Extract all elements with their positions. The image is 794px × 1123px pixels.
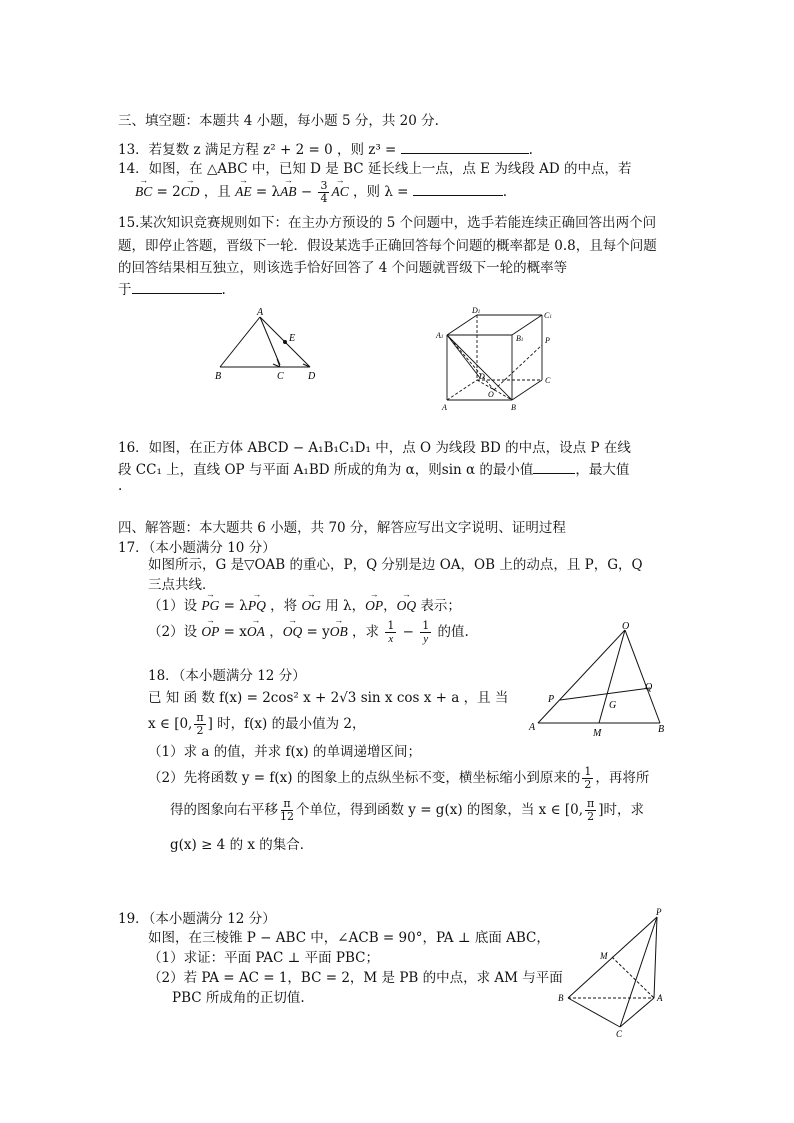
- q14-line2: → BC = 2→ CD ，且 → AE = λ→ AB − $\frac{3}{4}$ → AC ，则 λ = .: [135, 180, 507, 205]
- q17-line1: 如图所示，G 是▽OAB 的重心，P，Q 分别是边 OA，OB 上的动点，且 P，G，Q: [148, 557, 643, 573]
- q17-line2: 三点共线．: [148, 577, 216, 593]
- q15-line3: 的回答结果相互独立，则该选手恰好回答了 4 个问题就晋级下一轮的概率等: [118, 260, 568, 276]
- q18-part2-line3: g(x) ≥ 4 的 x 的集合．: [170, 837, 314, 853]
- label-a: A: [442, 403, 447, 412]
- label-a: A: [257, 307, 264, 318]
- q13-text: 13．若复数 z 满足方程 z² + 2 = 0 ，则 z³ =: [118, 142, 397, 158]
- q16-min-blank: [533, 461, 575, 474]
- q15-line4-text: 于: [118, 282, 132, 298]
- vec-pq: → PQ: [248, 598, 266, 614]
- q14-fraction: $\frac{3}{4}$: [320, 179, 328, 205]
- q17-triangle-figure: [520, 620, 680, 740]
- q18-part2-line1: （2）先将函数 y = f(x) 的图象上的点纵坐标不变，横坐标缩小到原来的 $\frac{1}{2}$ ，再将所: [148, 765, 650, 791]
- label-e: E: [289, 333, 296, 344]
- q17-part1: （1）设 → PG = λ→ PQ ，将 → OG 用 λ，→ OP，→ OQ 表示；: [148, 594, 461, 614]
- vec-op2: → OP: [201, 624, 219, 640]
- segment-ab: [220, 317, 260, 367]
- q18-part2-line2: 得的图象向右平移 $\frac{\pi}{12}$ 个单位，得到函数 y = g(x) 的图象，当 x ∈ [0, $\frac{\pi}{2}$ ]时，求: [170, 797, 645, 823]
- vec-ob: → OB: [330, 624, 348, 640]
- q17-title: 17．（本小题满分 10 分）: [118, 540, 276, 556]
- vec-og: → OG: [301, 598, 321, 614]
- q18-line2: x ∈ [0, $\frac{\pi}{2}$ ] 时，f(x) 的最小值为 2，: [148, 711, 366, 737]
- q16-line1: 16．如图，在正方体 ABCD − A₁B₁C₁D₁ 中，点 O 为线段 BD 的中点，设点 P 在线: [118, 440, 631, 456]
- q14-vec-ae: → AE: [235, 184, 252, 200]
- label-b: B: [658, 724, 665, 735]
- q19-part1: （1）求证：平面 PAC ⊥ 平面 PBC；: [148, 950, 379, 966]
- edge-pa: [654, 917, 657, 998]
- q16-line3: .: [118, 478, 123, 494]
- label-d1: D1: [472, 306, 481, 315]
- q16-cube-figure: [432, 305, 562, 415]
- label-a1: A1: [436, 331, 444, 340]
- label-q: Q: [645, 682, 653, 693]
- vec-oq: → OQ: [397, 598, 417, 614]
- label-p: P: [545, 336, 550, 345]
- vec-pg: → PG: [201, 598, 219, 614]
- segment-am: [612, 957, 654, 998]
- label-g: G: [609, 700, 617, 711]
- q14-vec-ab: → AB: [280, 184, 297, 200]
- label-b: B: [511, 403, 516, 412]
- q14-answer-blank: [413, 183, 503, 196]
- question-13: 13．若复数 z 满足方程 z² + 2 = 0 ，则 z³ = .: [118, 142, 533, 158]
- label-o: O: [622, 621, 630, 632]
- label-d: D: [308, 371, 316, 382]
- label-b1: B1: [516, 334, 524, 343]
- q16-line2: [118, 458, 629, 478]
- label-a: A: [657, 993, 663, 1003]
- q15-line2: 题，即停止答题，晋级下一轮．假设某选手正确回答每个问题的概率都是 0.8，且每个问题: [118, 238, 657, 254]
- q14-minus: −: [296, 184, 317, 200]
- q14-and: ，且: [199, 184, 236, 200]
- label-b: B: [215, 371, 222, 382]
- label-p: P: [548, 694, 555, 705]
- q18-title: 18．（本小题满分 12 分）: [148, 668, 306, 684]
- vec-oa: → OA: [247, 624, 265, 640]
- q18-part1: （1）求 a 的值，并求 f(x) 的单调递增区间；: [148, 744, 421, 760]
- frac-1-x: $\frac{1}{x}$: [387, 619, 395, 645]
- label-m: M: [593, 728, 602, 739]
- q16-line2a: 段 CC₁ 上，直线 OP 与平面 A₁BD 所成的角为 α，则sin α 的最小值: [118, 462, 534, 478]
- vec-oq2: → OQ: [283, 624, 303, 640]
- q17-part2: （2）设 → OP = x→ OA ，→ OQ = y→ OB ，求 $\frac{1}{x}$ − $\frac{1}{y}$ 的值.: [148, 620, 469, 645]
- label-c: C: [277, 371, 284, 382]
- q14-triangle-figure: [205, 305, 335, 385]
- frac-1-y: $\frac{1}{y}$: [422, 619, 430, 645]
- label-p: P: [656, 907, 662, 917]
- label-c: C: [545, 376, 551, 385]
- section4-header: 四、解答题：本大题共 6 小题，共 70 分，解答应写出文字说明、证明过程: [118, 520, 566, 536]
- q13-answer-blank: [401, 141, 529, 154]
- label-c: C: [616, 1029, 623, 1039]
- q14-vec-cd: → CD: [181, 184, 200, 200]
- q19-part2b: PBC 所成角的正切值.: [172, 990, 305, 1006]
- q19-line1: 如图，在三棱锥 P − ABC 中，∠ACB = 90°，PA ⊥ 底面 ABC，: [148, 930, 550, 946]
- q16-line2b: ，最大值: [575, 462, 630, 478]
- q14-line1: 14．如图，在 △ABC 中，已知 D 是 BC 延长线上一点，点 E 为线段 AD 的中点，若: [118, 161, 632, 177]
- vec-op: → OP: [365, 598, 383, 614]
- q14-eq1: = 2: [152, 184, 181, 200]
- q14-lambda: = λ: [251, 184, 281, 200]
- q19-pyramid-figure: [550, 905, 680, 1040]
- q19-title: 19．（本小题满分 12 分）: [118, 911, 276, 927]
- edge-bc: [568, 998, 620, 1027]
- label-d: D: [479, 372, 485, 381]
- q15-line4: 于 .: [118, 282, 226, 298]
- q14-vec-ac: → AC: [331, 184, 348, 200]
- label-m: M: [600, 951, 608, 961]
- q14-then: ，则 λ =: [348, 184, 409, 200]
- label-b: B: [558, 993, 564, 1003]
- q14-vec-bc: → BC: [135, 184, 152, 200]
- point-e: [283, 340, 287, 344]
- q15-answer-blank: [132, 281, 222, 294]
- q15-line1: 15.某次知识竞赛规则如下：在主办方预设的 5 个问题中，选手若能连续正确回答出两个问: [118, 215, 657, 231]
- label-a: A: [529, 722, 536, 733]
- segment-ac: [260, 317, 280, 365]
- section3-header: 三、填空题：本题共 4 小题，每小题 5 分，共 20 分.: [118, 113, 439, 129]
- label-c1: C1: [544, 311, 552, 320]
- label-o: O: [488, 390, 494, 399]
- q18-line1: 已 知 函 数 f(x) = 2cos² x + 2√3 sin x cos x + a ，且 当: [148, 690, 509, 706]
- q19-part2a: （2）若 PA = AC = 1，BC = 2，M 是 PB 的中点，求 AM 与平面: [148, 970, 563, 986]
